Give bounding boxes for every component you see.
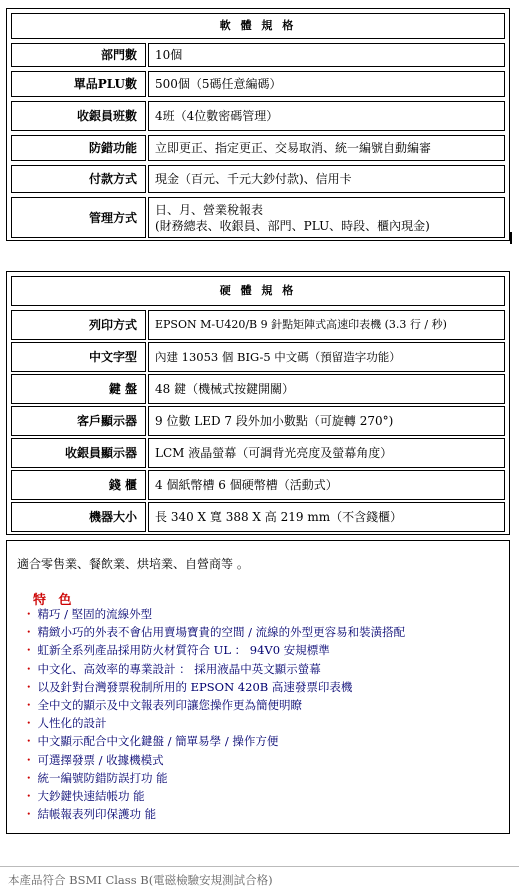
bullet-icon: ・ [23, 698, 35, 713]
spec-value-plu: 500個（5碼任意編碼） [148, 71, 505, 97]
bullet-icon: ・ [23, 643, 35, 658]
list-item: ・ 中文化、高效率的專業設計 ： 採用液晶中英文顯示螢幕 [23, 661, 321, 676]
spec-value-cashier-display: LCM 液晶螢幕（可調背光亮度及螢幕角度） [148, 438, 505, 468]
list-item: ・ 可選擇發票 / 收據機模式 [23, 752, 164, 767]
bullet-icon: ・ [23, 770, 35, 785]
list-item: ・ 精巧 / 堅固的流線外型 [23, 607, 153, 621]
spec-label-print-method: 列印方式 [11, 310, 146, 340]
footer-note: 本產品符合 BSMI Class B(電磁檢驗安規測試合格) [8, 873, 273, 887]
spec-value-cashier-shifts: 4班（4位數密碼管理） [148, 101, 505, 131]
bullet-icon: ・ [23, 752, 35, 767]
spec-value-departments: 10個 [148, 43, 505, 67]
spec-value-management-line2: (財務總表、收銀員、部門、PLU、時段、櫃內現金) [155, 218, 430, 233]
bullet-icon: ・ [23, 679, 35, 694]
spec-label-cashier-shifts: 收銀員班數 [11, 101, 146, 131]
features-panel [6, 540, 510, 834]
spec-label-chinese-font: 中文字型 [11, 342, 146, 372]
bullet-icon: ・ [23, 807, 35, 822]
list-item: ・ 以及針對台灣發票稅制所用的 EPSON 420B 高速發票印表機 [23, 679, 353, 694]
list-item: ・ 虹新全系列產品採用防火材質符合 UL ： 94V0 安規標準 [23, 643, 330, 658]
spec-value-chinese-font: 內建 13053 個 BIG-5 中文碼（預留造字功能） [148, 342, 505, 372]
spec-value-management-line1: 日、月、營業稅報表 [155, 202, 264, 217]
bullet-icon: ・ [23, 716, 35, 731]
list-item: ・ 結帳報表列印保護功 能 [23, 807, 157, 822]
spec-value-cash-drawer: 4 個紙幣槽 6 個硬幣槽（活動式） [148, 470, 505, 500]
bullet-icon: ・ [23, 661, 35, 676]
spec-value-keyboard: 48 鍵（機械式按鍵開關） [148, 374, 505, 404]
bullet-icon: ・ [23, 789, 35, 804]
spec-value-machine-size: 長 340 X 寬 388 X 高 219 mm（不含錢櫃） [148, 502, 505, 532]
spec-value-customer-display: 9 位數 LED 7 段外加小數點（可旋轉 270°) [148, 406, 505, 436]
software-spec-header: 軟 體 規 格 [11, 13, 505, 39]
spec-label-plu: 單品PLU數 [11, 71, 146, 97]
spec-label-customer-display: 客戶顯示器 [11, 406, 146, 436]
list-item: ・ 精緻小巧的外表不會佔用賣場寶貴的空間 / 流線的外型更容易和裝潢搭配 [23, 625, 406, 640]
bullet-icon: ・ [23, 625, 35, 640]
hardware-spec-header: 硬 體 規 格 [11, 276, 505, 306]
software-spec-panel [6, 8, 510, 241]
spec-label-keyboard: 鍵 盤 [11, 374, 146, 404]
bullet-icon: ・ [23, 607, 35, 621]
spec-label-error-prevention: 防錯功能 [11, 135, 146, 161]
features-intro: 適合零售業、餐飲業、烘培業、自營商等 。 [17, 557, 249, 571]
spec-label-payment: 付款方式 [11, 165, 146, 193]
bullet-icon: ・ [23, 734, 35, 749]
spec-value-payment: 現金（百元、千元大鈔付款)、信用卡 [148, 165, 505, 193]
features-list [23, 605, 405, 823]
spec-label-cash-drawer: 錢 櫃 [11, 470, 146, 500]
spec-label-management: 管理方式 [11, 197, 146, 238]
features-title: 特 色 [33, 593, 76, 608]
spec-label-cashier-display: 收銀員顯示器 [11, 438, 146, 468]
spec-value-print-method: EPSON M-U420/B 9 針點矩陣式高速印表機 (3.3 行 / 秒) [148, 310, 505, 340]
spec-value-management [148, 197, 505, 238]
panel-edge-mark [510, 232, 512, 244]
spec-label-departments: 部門數 [11, 43, 146, 67]
list-item: ・ 大鈔鍵快速結帳功 能 [23, 789, 145, 804]
list-item: ・ 全中文的顯示及中文報表列印讓您操作更為簡便明瞭 [23, 698, 302, 713]
divider [0, 866, 519, 867]
spec-value-error-prevention: 立即更正、指定更正、交易取消、統一編號自動編審 [148, 135, 505, 161]
spec-label-machine-size: 機器大小 [11, 502, 146, 532]
hardware-spec-panel [6, 271, 510, 535]
list-item: ・ 中文顯示配合中文化鍵盤 / 簡單易學 / 操作方便 [23, 734, 279, 749]
list-item: ・ 統一編號防錯防誤打功 能 [23, 770, 168, 785]
list-item: ・ 人性化的設計 [23, 716, 107, 731]
